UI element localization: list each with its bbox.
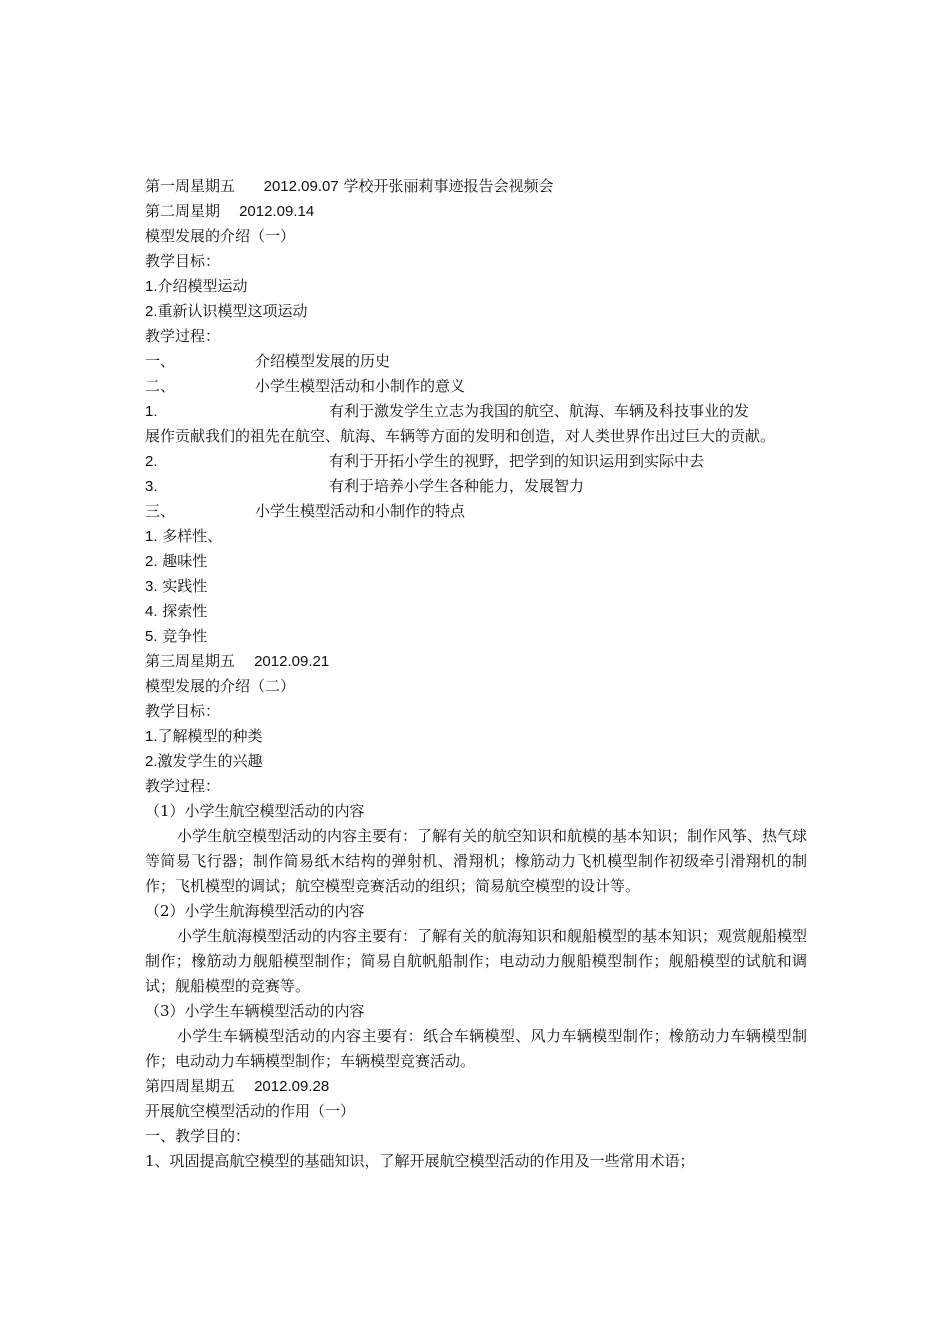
week-date: 2012.09.07 bbox=[263, 178, 339, 195]
lesson-title: 模型发展的介绍（二） bbox=[145, 677, 296, 695]
meaning-item: 1. 有利于激发学生立志为我国的航空、航海、车辆及科技事业的发 bbox=[145, 402, 750, 420]
section-heading: 一、 介绍模型发展的历史 bbox=[145, 352, 391, 370]
week-event: 学校开张丽莉事迹报告会视频会 bbox=[343, 177, 554, 195]
goals-heading: 一、教学目的： bbox=[145, 1127, 251, 1145]
meaning-item: 3. 有利于培养小学生各种能力，发展智力 bbox=[145, 477, 585, 495]
week-label: 第三周星期五 bbox=[145, 652, 236, 670]
goals-heading: 教学目标： bbox=[145, 702, 221, 720]
week-4-heading bbox=[145, 1074, 807, 1099]
feature-item: 4. 探索性 bbox=[145, 602, 208, 620]
week-3-heading bbox=[145, 649, 807, 674]
document-body bbox=[145, 174, 807, 1174]
goals-heading: 教学目标： bbox=[145, 252, 221, 270]
feature-item: 1. 多样性、 bbox=[145, 527, 223, 545]
week-date: 2012.09.14 bbox=[239, 203, 315, 220]
lesson-title: 模型发展的介绍（一） bbox=[145, 227, 296, 245]
goal-item: 2.重新认识模型这项运动 bbox=[145, 302, 308, 320]
goal-item: 1、巩固提高航空模型的基础知识，了解开展航空模型活动的作用及一些常用术语； bbox=[145, 1152, 695, 1170]
subsection-body: 小学生航海模型活动的内容主要有：了解有关的航海知识和舰船模型的基本知识；观赏舰船模型制作；橡筋动力舰船模型制作；简易自航帆船制作；电动动力舰船模型制作；舰船模型的试航和调试；舰船模型的竞赛等。 bbox=[145, 927, 808, 995]
section-heading: 二、 小学生模型活动和小制作的意义 bbox=[145, 377, 466, 395]
week-date: 2012.09.21 bbox=[254, 653, 330, 670]
lesson-title: 开展航空模型活动的作用（一） bbox=[145, 1102, 356, 1120]
goal-item: 1.了解模型的种类 bbox=[145, 727, 263, 745]
subsection-heading: （3）小学生车辆模型活动的内容 bbox=[145, 1002, 365, 1020]
meaning-item: 2. 有利于开拓小学生的视野，把学到的知识运用到实际中去 bbox=[145, 452, 705, 470]
subsection-body: 小学生航空模型活动的内容主要有：了解有关的航空知识和航模的基本知识；制作风筝、热气球等简易飞行器；制作简易纸木结构的弹射机、滑翔机；橡筋动力飞机模型制作初级牵引滑翔机的制作；飞机模型的调试；航空模型竞赛活动的组织；简易航空模型的设计等。 bbox=[145, 827, 808, 895]
subsection-body: 小学生车辆模型活动的内容主要有：纸合车辆模型、风力车辆模型制作；橡筋动力车辆模型制作；电动动力车辆模型制作；车辆模型竞赛活动。 bbox=[145, 1027, 807, 1070]
feature-item: 2. 趣味性 bbox=[145, 552, 208, 570]
goal-item: 2.激发学生的兴趣 bbox=[145, 752, 263, 770]
week-label: 第二周星期 bbox=[145, 202, 221, 220]
subsection-heading: （2）小学生航海模型活动的内容 bbox=[145, 902, 365, 920]
goal-item: 1.介绍模型运动 bbox=[145, 277, 248, 295]
week-date: 2012.09.28 bbox=[254, 1078, 330, 1095]
feature-item: 3. 实践性 bbox=[145, 577, 208, 595]
meaning-item-continuation: 展作贡献我们的祖先在航空、航海、车辆等方面的发明和创造，对人类世界作出过巨大的贡献。 bbox=[145, 427, 776, 445]
week-label: 第一周星期五 bbox=[145, 177, 236, 195]
feature-item: 5. 竞争性 bbox=[145, 627, 208, 645]
process-heading: 教学过程： bbox=[145, 327, 221, 345]
subsection-heading: （1）小学生航空模型活动的内容 bbox=[145, 802, 365, 820]
section-heading: 三、 小学生模型活动和小制作的特点 bbox=[145, 502, 466, 520]
week-1-heading bbox=[145, 174, 807, 199]
week-2-heading bbox=[145, 199, 807, 224]
process-heading: 教学过程： bbox=[145, 777, 221, 795]
week-label: 第四周星期五 bbox=[145, 1077, 236, 1095]
